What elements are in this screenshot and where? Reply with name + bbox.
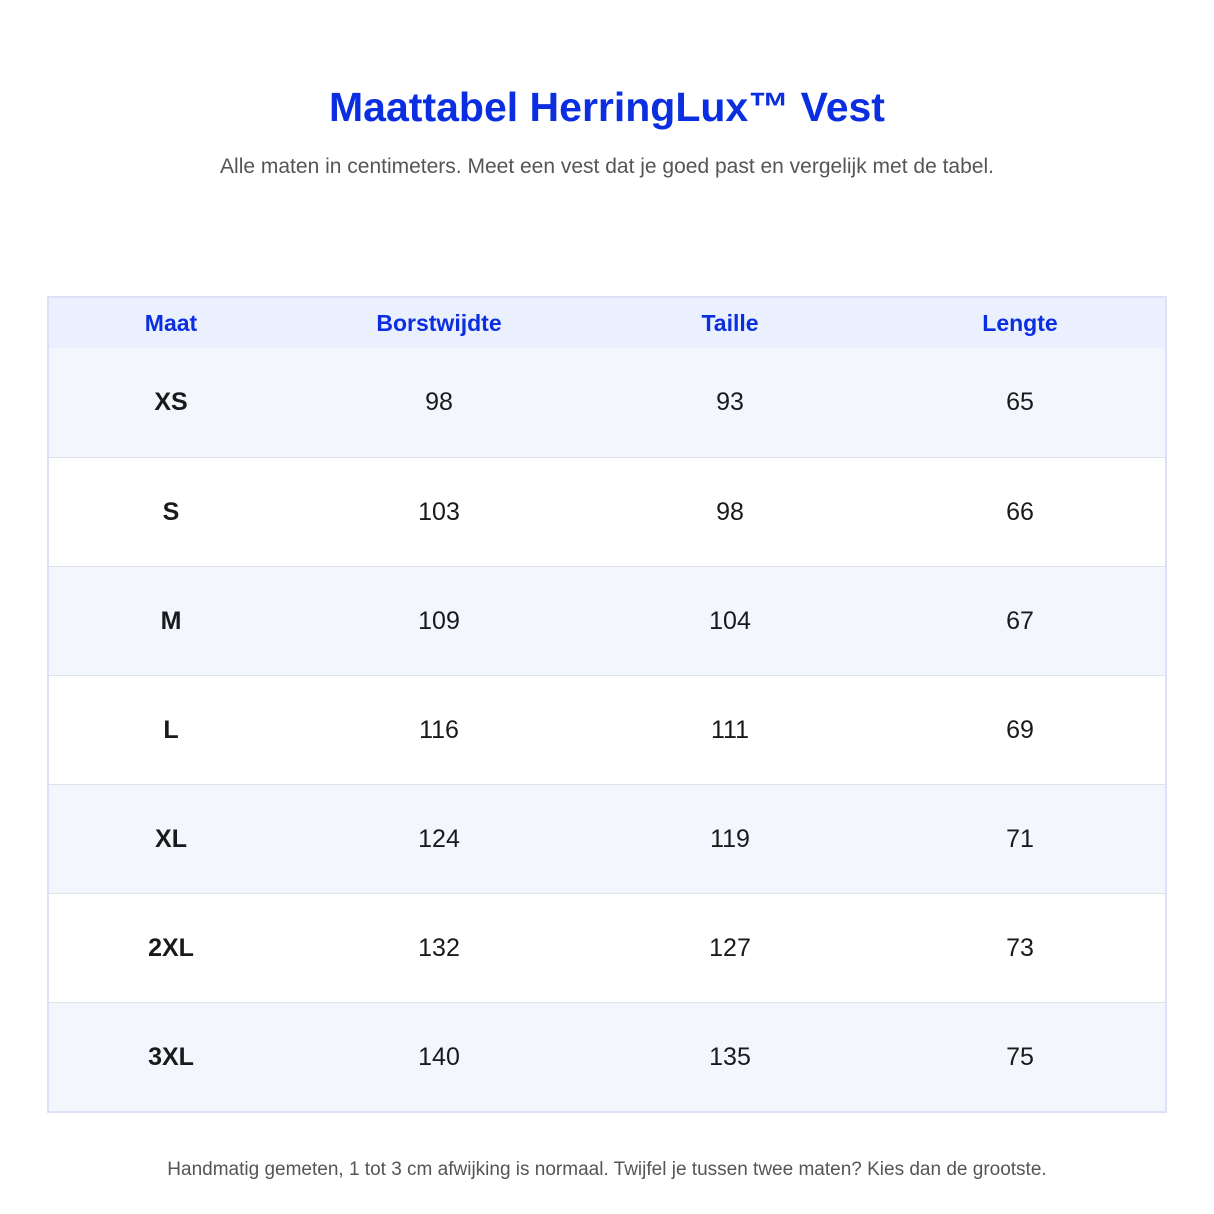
cell-chest: 124 bbox=[293, 785, 585, 894]
cell-waist: 98 bbox=[585, 458, 875, 567]
column-header-size: Maat bbox=[49, 298, 293, 348]
table-row bbox=[49, 1003, 1165, 1112]
table-body bbox=[49, 348, 1165, 1111]
cell-chest: 103 bbox=[293, 458, 585, 567]
footnote: Handmatig gemeten, 1 tot 3 cm afwijking is normaal. Twijfel je tussen twee maten? Kies dan de grootste. bbox=[167, 1159, 1047, 1180]
cell-length: 67 bbox=[875, 567, 1165, 676]
cell-chest: 132 bbox=[293, 894, 585, 1003]
table-row bbox=[49, 458, 1165, 567]
column-header-waist: Taille bbox=[585, 298, 875, 348]
cell-waist: 93 bbox=[585, 348, 875, 458]
cell-waist: 135 bbox=[585, 1003, 875, 1112]
table-row bbox=[49, 348, 1165, 458]
cell-size: 2XL bbox=[49, 894, 293, 1003]
cell-size: XL bbox=[49, 785, 293, 894]
table-row bbox=[49, 676, 1165, 785]
cell-chest: 98 bbox=[293, 348, 585, 458]
cell-size: M bbox=[49, 567, 293, 676]
cell-size: XS bbox=[49, 348, 293, 458]
column-header-chest: Borstwijdte bbox=[293, 298, 585, 348]
cell-waist: 119 bbox=[585, 785, 875, 894]
cell-length: 73 bbox=[875, 894, 1165, 1003]
cell-size: S bbox=[49, 458, 293, 567]
column-header-length: Lengte bbox=[875, 298, 1165, 348]
table-header-row bbox=[49, 298, 1165, 348]
cell-length: 65 bbox=[875, 348, 1165, 458]
table-row bbox=[49, 567, 1165, 676]
size-table-container bbox=[47, 296, 1167, 1113]
cell-waist: 127 bbox=[585, 894, 875, 1003]
page-title: Maattabel HerringLux™ Vest bbox=[329, 84, 885, 130]
table-row bbox=[49, 894, 1165, 1003]
page-subtitle: Alle maten in centimeters. Meet een vest dat je goed past en vergelijk met de tabel. bbox=[220, 155, 994, 178]
cell-length: 75 bbox=[875, 1003, 1165, 1112]
cell-length: 66 bbox=[875, 458, 1165, 567]
cell-chest: 140 bbox=[293, 1003, 585, 1112]
cell-chest: 116 bbox=[293, 676, 585, 785]
cell-length: 71 bbox=[875, 785, 1165, 894]
cell-waist: 111 bbox=[585, 676, 875, 785]
table-header bbox=[49, 298, 1165, 348]
cell-size: L bbox=[49, 676, 293, 785]
cell-size: 3XL bbox=[49, 1003, 293, 1112]
cell-length: 69 bbox=[875, 676, 1165, 785]
cell-chest: 109 bbox=[293, 567, 585, 676]
size-table bbox=[49, 298, 1165, 1111]
table-row bbox=[49, 785, 1165, 894]
cell-waist: 104 bbox=[585, 567, 875, 676]
